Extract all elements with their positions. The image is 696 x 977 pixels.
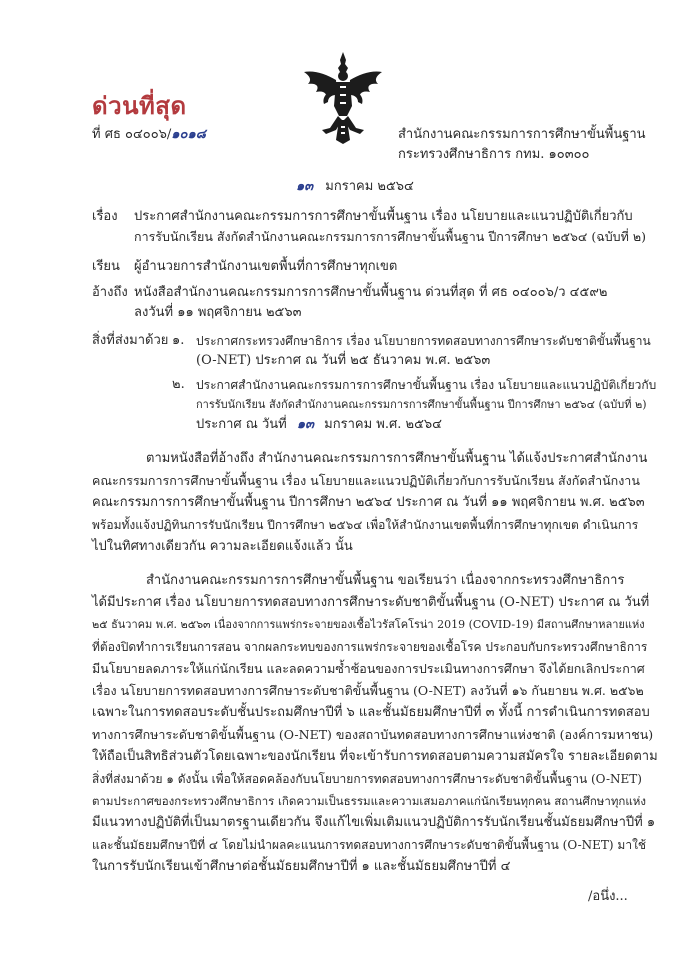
paragraph-2-line: ได้มีประกาศ เรื่อง นโยบายการทดสอบทางการศึกษาระดับชาติขั้นพื้นฐาน (O-NET) ประกาศ ณ วันที่ bbox=[92, 595, 650, 610]
document-number bbox=[92, 126, 206, 144]
office-address: กระทรวงศึกษาธิการ กทม. ๑๐๓๐๐ bbox=[398, 147, 590, 162]
paragraph-2-line: ทางการศึกษาระดับชาติขั้นพื้นฐาน (O-NET) ของสถาบันทดสอบทางการศึกษาแห่งชาติ (องค์การมหาชน) bbox=[92, 727, 654, 742]
paragraph-1-line: พร้อมทั้งแจ้งปฏิทินการรับนักเรียน ปีการศึกษา ๒๕๖๔ เพื่อให้สำนักงานเขตพื้นที่การศึกษาทุกเขต ดำเนินการ bbox=[92, 518, 639, 532]
paragraph-2-line: ตามประกาศของกระทรวงศึกษาธิการ เกิดความเป็นธรรมและความเสมอภาคแก่นักเรียนทุกคน สถานศึกษาทุกแห่ง bbox=[92, 794, 646, 808]
document-number-handwritten: ๑๐๑๘ bbox=[171, 127, 206, 142]
paragraph-2-line: ที่ต้องปิดทำการเรียนการสอน จากผลกระทบของการแพร่กระจายของเชื้อโรค ประกอบกับกระทรวงศึกษาธิการ bbox=[92, 640, 648, 654]
paragraph-2-line: ๒๕ ธันวาคม พ.ศ. ๒๕๖๓ เนื่องจากการแพร่กระจายของเชื้อไวรัสโคโรน่า 2019 (COVID-19) มีสถานศึกษาหลายแห่ง bbox=[92, 618, 645, 631]
paragraph-2-line: เรื่อง นโยบายการทดสอบทางการศึกษาระดับชาติขั้นพื้นฐาน (O-NET) ลงวันที่ ๑๖ กันยายน พ.ศ. ๒๕๖๒ bbox=[92, 683, 644, 698]
document-number-label: ที่ ศธ ๐๔๐๐๖/ bbox=[92, 127, 172, 142]
continuation-mark: /อนึ่ง... bbox=[588, 889, 628, 904]
date-day-handwritten: ๑๓ bbox=[296, 179, 314, 194]
paragraph-1-line: ตามหนังสือที่อ้างถึง สำนักงานคณะกรรมการการศึกษาขั้นพื้นฐาน ได้แจ้งประกาศสำนักงาน bbox=[146, 451, 648, 466]
subject-line-2: การรับนักเรียน สังกัดสำนักงานคณะกรรมการการศึกษาขั้นพื้นฐาน ปีการศึกษา ๒๕๖๔ (ฉบับที่ ๒) bbox=[134, 229, 646, 244]
paragraph-2-line: มีแนวทางปฏิบัติที่เป็นมาตรฐานเดียวกัน จึงแก้ไขเพิ่มเติมแนวปฏิบัติการรับนักเรียนชั้นมัธยมศึกษาปีที่ ๑ bbox=[92, 815, 656, 830]
enclosures-label: สิ่งที่ส่งมาด้วย bbox=[92, 333, 169, 348]
enclosure-2-line-2: การรับนักเรียน สังกัดสำนักงานคณะกรรมการการศึกษาขั้นพื้นฐาน ปีการศึกษา ๒๕๖๔ (ฉบับที่ ๒) bbox=[196, 398, 647, 411]
to-text: ผู้อำนวยการสำนักงานเขตพื้นที่การศึกษาทุกเขต bbox=[134, 259, 398, 274]
enclosure-2-line-3 bbox=[196, 416, 442, 434]
paragraph-2-line: สำนักงานคณะกรรมการการศึกษาขั้นพื้นฐาน ขอเรียนว่า เนื่องจากกระทรวงศึกษาธิการ bbox=[146, 573, 625, 588]
garuda-emblem-icon bbox=[300, 50, 386, 146]
paragraph-2-line: สิ่งที่ส่งมาด้วย ๑ ดังนั้น เพื่อให้สอดคล้องกับนโยบายการทดสอบทางการศึกษาระดับชาติขั้นพื้นฐาน (O-NET) bbox=[92, 772, 642, 786]
enclosure-2-date-prefix: ประกาศ ณ วันที่ bbox=[196, 417, 287, 432]
reference-line-2: ลงวันที่ ๑๑ พฤศจิกายน ๒๕๖๓ bbox=[134, 305, 302, 320]
enclosure-1-line-2: (O-NET) ประกาศ ณ วันที่ ๒๕ ธันวาคม พ.ศ. ๒๕๖๓ bbox=[196, 353, 491, 368]
paragraph-1-line: คณะกรรมการการศึกษาขั้นพื้นฐาน ปีการศึกษา ๒๕๖๔ ประกาศ ณ วันที่ ๑๑ พฤศจิกายน พ.ศ. ๒๕๖๓ bbox=[92, 495, 645, 510]
enclosure-2-number: ๒. bbox=[172, 377, 185, 392]
reference-label: อ้างถึง bbox=[92, 285, 128, 300]
enclosure-2-day-handwritten: ๑๓ bbox=[296, 417, 315, 432]
to-label: เรียน bbox=[92, 259, 120, 274]
enclosure-2-date-suffix: มกราคม พ.ศ. ๒๕๖๔ bbox=[324, 417, 442, 432]
enclosure-1-number: ๑. bbox=[172, 333, 185, 348]
paragraph-2-line: ให้ถือเป็นสิทธิส่วนตัวโดยเฉพาะของนักเรียน ที่จะเข้ารับการทดสอบตามความสมัครใจ รายละเอียดตาม bbox=[92, 749, 658, 764]
urgent-mark: ด่วนที่สุด bbox=[92, 92, 187, 120]
paragraph-1-line: ไปในทิศทางเดียวกัน ความละเอียดแจ้งแล้ว นั้น bbox=[92, 539, 353, 554]
subject-label: เรื่อง bbox=[92, 209, 118, 224]
date-month-year: มกราคม ๒๕๖๔ bbox=[325, 179, 414, 194]
enclosure-2-line-1: ประกาศสำนักงานคณะกรรมการการศึกษาขั้นพื้นฐาน เรื่อง นโยบายและแนวปฏิบัติเกี่ยวกับ bbox=[196, 378, 657, 392]
paragraph-2-line: มีนโยบายลดภาระให้แก่นักเรียน และลดความซ้ำซ้อนของการประเมินทางการศึกษา จึงได้ยกเลิกประกาศ bbox=[92, 661, 645, 676]
paragraph-2-line: และชั้นมัธยมศึกษาปีที่ ๔ โดยไม่นำผลคะแนนการทดสอบทางการศึกษาระดับชาติขั้นพื้นฐาน (O-NET) มาใช้ bbox=[92, 838, 647, 852]
paragraph-2-line: ในการรับนักเรียนเข้าศึกษาต่อชั้นมัธยมศึกษาปีที่ ๑ และชั้นมัธยมศึกษาปีที่ ๔ bbox=[92, 859, 511, 874]
enclosure-1-line-1: ประกาศกระทรวงศึกษาธิการ เรื่อง นโยบายการทดสอบทางการศึกษาระดับชาติขั้นพื้นฐาน bbox=[196, 334, 651, 348]
paragraph-2-line: เฉพาะในการทดสอบระดับชั้นประถมศึกษาปีที่ ๖ และชั้นมัธยมศึกษาปีที่ ๓ ทั้งนี้ การดำเนินการทดสอบ bbox=[92, 705, 650, 720]
paragraph-1-line: คณะกรรมการการศึกษาขั้นพื้นฐาน เรื่อง นโยบายและแนวปฏิบัติเกี่ยวกับการรับนักเรียน สังกัดสำนักงาน bbox=[92, 473, 640, 488]
reference-line-1: หนังสือสำนักงานคณะกรรมการการศึกษาขั้นพื้นฐาน ด่วนที่สุด ที่ ศธ ๐๔๐๐๖/ว ๔๕๙๒ bbox=[134, 285, 608, 300]
office-name: สำนักงานคณะกรรมการการศึกษาขั้นพื้นฐาน bbox=[398, 127, 646, 142]
subject-line-1: ประกาศสำนักงานคณะกรรมการการศึกษาขั้นพื้นฐาน เรื่อง นโยบายและแนวปฏิบัติเกี่ยวกับ bbox=[134, 209, 633, 224]
letter-date bbox=[296, 178, 414, 196]
